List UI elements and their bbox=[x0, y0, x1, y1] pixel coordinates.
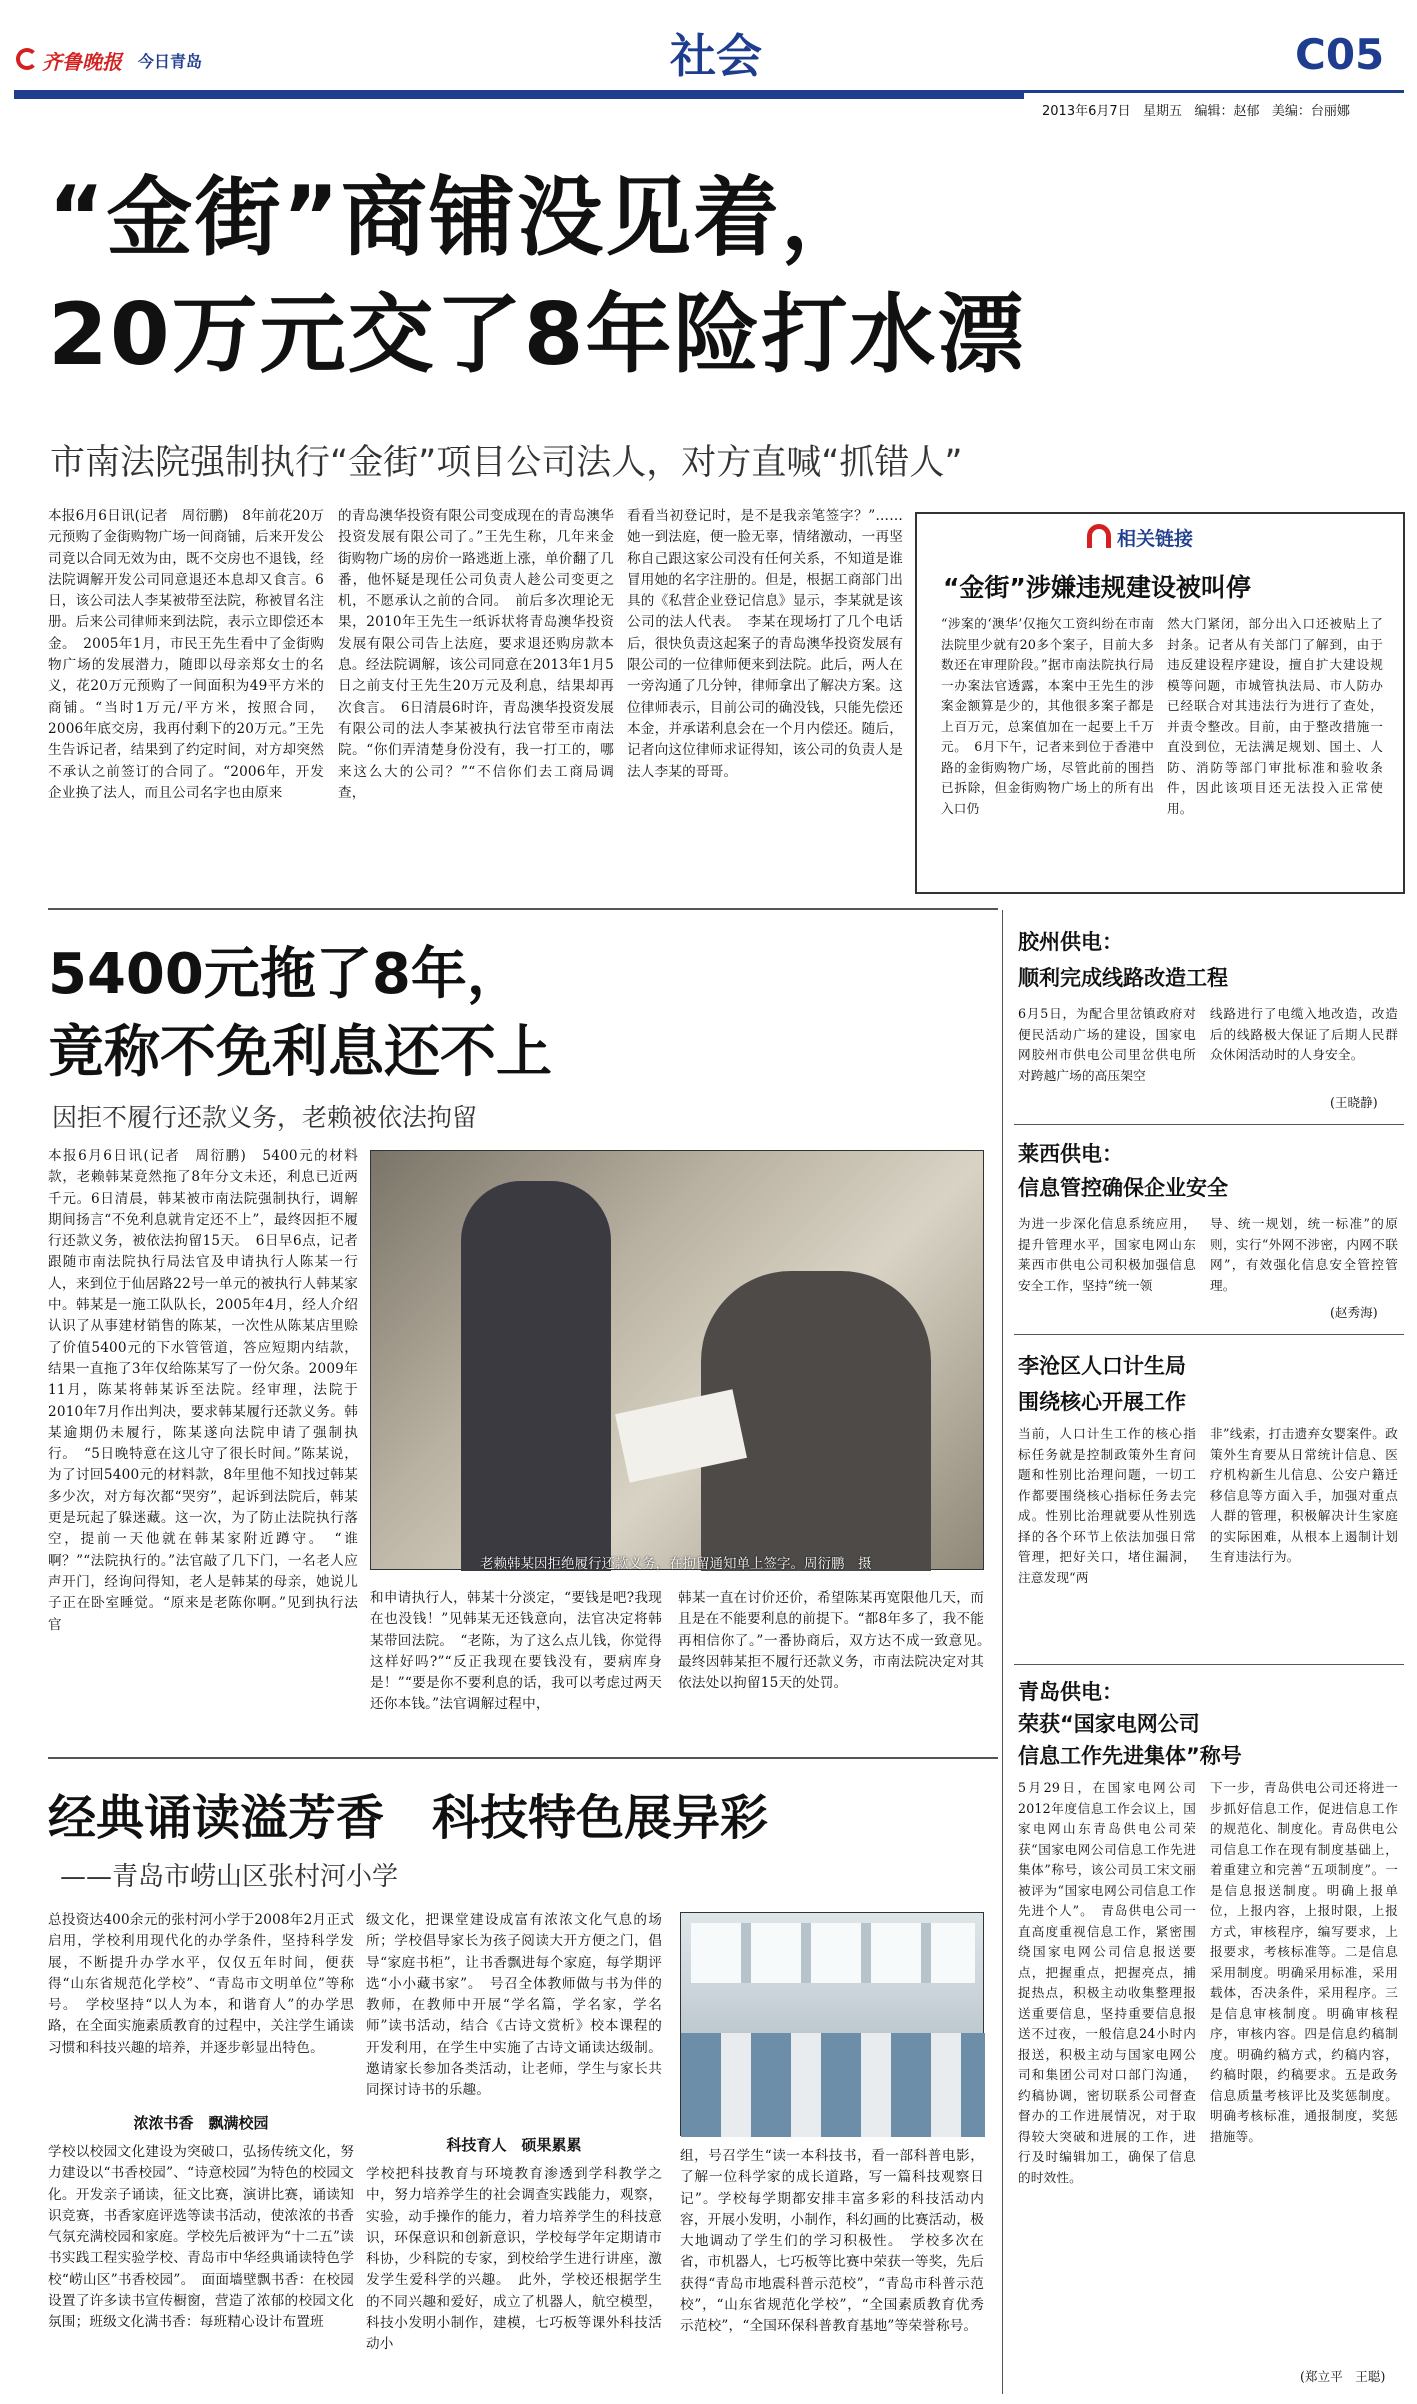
a2-title-line1: 5400元拖了8年， bbox=[48, 942, 523, 1007]
masthead-logo bbox=[14, 42, 264, 78]
s1-col2: 线路进行了电缆入地改造，改造后的线路极大保证了后期人民群众休闲活动时的人身安全。 bbox=[1210, 1006, 1398, 1062]
a2-caption: 老赖韩某因拒绝履行还款义务，在拘留通知单上签字。周衍鹏 摄 bbox=[480, 1556, 872, 1572]
a2-col1: 本报6月6日讯(记者 周衍鹏) 5400元的材料款，老赖韩某竟然拖了8年分文未还，利息已近两千元。6日清晨，韩某被市南法院强制执行，调解期间扬言“不免利息就肯定还不上”，最终因拒不履行还款义务，被依法拘留15天。 6日早6点，记者跟随市南法院执行局法官及申请执行人陈某一行人，来到位于仙居路22号一单元的被执行人韩某家中。韩某是一施工队队长，2005年4月，经人介绍认识了从事建材销售的陈某，一次性从陈某店里赊了价值5400元的下水管管道，答应短期内结款，结果一直拖了3年仅给陈某写了一份欠条。2009年11月，陈某将韩某诉至法院。经审理，法院于2010年7月作出判决，要求韩某履行还款义务。韩某逾期仍未履行，陈某遂向法院申请了强制执行。 “5日晚特意在这儿守了很长时间。”陈某说，为了讨回5400元的材料款，8年里他不知找过韩某多少次，对方每次都“哭穷”，起诉到法院后，韩某更是玩起了躲迷藏。这一次，为了防止法院执行落空，提前一天他就在韩某家附近蹲守。 “谁啊？”“法院执行的。”法官敲了几下门，一名老人应声开门，经询问得知，老人是韩某的母亲，她说儿子正在卧室睡觉。“原来是老陈你啊。”见到执行法官 bbox=[48, 1148, 358, 1633]
link-chain-icon bbox=[1087, 524, 1111, 548]
a1-col2: 的青岛澳华投资有限公司变成现在的青岛澳华投资发展有限公司了。”王先生称，几年来金街购物广场的房价一路逃逝上涨，单价翻了几番，他怀疑是现任公司负责人趁公司变更之机，不愿承认之前的合同。 前后多次理论无果，2010年王先生一纸诉状将青岛澳华投资发展有限公司告上法庭，要求退还购房款本息。经法院调解，该公司同意在2013年1月5日之前支付王先生20万元及利息，结果却再次食言。 6日清晨6时许，青岛澳华投资发展有限公司的法人李某被执行法官带至市南法院。“你们弄清楚身份没有，我一打工的，哪来这么大的公司？”“不信你们去工商局调查， bbox=[338, 508, 614, 801]
link-col1: “涉案的‘澳华’仅拖欠工资纠纷在市南法院里少就有20多个案子，目前大多数还在审理阶段。”据市南法院执行局一办案法官透露，本案中王先生的涉案金额算是少的，其他很多案子都是上百万元，总案值加在一起要上千万元。 6月下午，记者来到位于香港中路的金街购物广场，尽管此前的围挡已拆除，但金街购物广场上的所有出入口仍 bbox=[941, 616, 1154, 816]
editor: 编辑：赵郁 bbox=[1194, 104, 1260, 119]
s4-col2: 下一步，青岛供电公司还将进一步抓好信息工作，促进信息工作的规范化、制度化。青岛供电公司信息工作在现有制度基础上，着重建立和完善“五项制度”。一是信息报送制度。明确上报单位，上报内容，上报时限，上报方式，审核程序，编写要求，上报要求，考核标准等。二是信息采用制度。明确采用标准，采用载体，否决条件，采用程序。三是信息审核制度。明确审核程序，审核内容。四是信息约稿制度。明确约稿方式，约稿内容，约稿时限，约稿要求。五是政务信息质量考核评比及奖惩制度。明确考核标准，通报制度，奖惩措施等。 bbox=[1210, 1780, 1398, 2144]
a1-title-line1: “金街”商铺没见着， bbox=[48, 168, 870, 268]
s3-title: 围绕核心开展工作 bbox=[1018, 1390, 1186, 1414]
s3-col2: 非”线索，打击遗弃女婴案件。政策外生育要从日常统计信息、医疗机构新生儿信息、公安户籍迁移信息等方面入手，加强对重点人群的管理，积极解决计生家庭的实际困难，从根本上遏制计划生育违法行为。 bbox=[1210, 1426, 1398, 1564]
photo-windows bbox=[691, 1923, 975, 1983]
header-meta bbox=[1042, 100, 1350, 119]
a3-subtitle: ——青岛市崂山区张村河小学 bbox=[60, 1862, 399, 1892]
s1-title: 顺利完成线路改造工程 bbox=[1018, 966, 1228, 990]
s3-rule bbox=[1014, 1664, 1404, 1665]
a2-photo bbox=[370, 1150, 984, 1570]
a2-subtitle: 因拒不履行还款义务，老赖被依法拘留 bbox=[52, 1103, 478, 1132]
link-col2: 然大门紧闭，部分出入口还被贴上了封条。记者从有关部门了解到，由于违反建设程序建设，擅自扩大建设规模等问题，市城管执法局、市人防办已经联合对其违法行为进行了查处，并责令整改。目前，由于整改措施一直没到位，无法满足规划、国土、人防、消防等部门审批标准和验收条件，因此该项目还无法投入正常使用。 bbox=[1167, 616, 1383, 816]
s2-head: 莱西供电： bbox=[1018, 1142, 1123, 1166]
section-name: 社会 bbox=[670, 29, 762, 83]
a2-col2: 和申请执行人，韩某十分淡定，“要钱是吧?我现在也没钱！”见韩某无还钱意向，法官决定将韩某带回法院。 “老陈，为了这么点儿钱，你觉得这样好吗?”“反正我现在要钱没有，要病库身是！”“要是你不要利息的话，我可以考虑过两天还你本钱。”法官调解过程中， bbox=[370, 1590, 662, 1713]
a1-title-line2: 20万元交了8年险打水漂 bbox=[48, 285, 1026, 385]
s1-col1: 6月5日，为配合里岔镇政府对便民活动广场的建设，国家电网胶州市供电公司里岔供电所对跨越广场的高压架空 bbox=[1018, 1006, 1196, 1083]
a3-sub1: 浓浓书香 飘满校园 bbox=[133, 2114, 269, 2132]
a1-subtitle: 市南法院强制执行“金街”项目公司法人，对方直喊“抓错人” bbox=[50, 443, 963, 483]
s2-col2: 导、统一规划，统一标准”的原则，实行“外网不涉密，内网不联网”，有效强化信息安全管控管理。 bbox=[1210, 1216, 1398, 1293]
s2-byline: (赵秀海) bbox=[1330, 1305, 1378, 1320]
logo-text: 齐鲁晚报 bbox=[42, 50, 122, 74]
a3-col1b: 学校以校园文化建设为突破口，弘扬传统文化，努力建设以“书香校园”、“诗意校园”为特色的校园文化。开发亲子诵读，征文比赛，演讲比赛，诵读知识竞赛，书香家庭评选等读书活动，使浓浓的书香气氛充满校园和家庭。学校先后被评为“十二五”读书实践工程实验学校、青岛市中华经典诵读特色学校“崂山区”书香校园”。 面面墙壁飘书香：在校园设置了许多读书宣传橱窗，营造了浓郁的校园文化氛围；班级文化满书香：每班精心设计布置班 bbox=[48, 2144, 354, 2331]
s4-title-line1: 荣获“国家电网公司 bbox=[1018, 1712, 1200, 1736]
a3-col1: 总投资达400余元的张村河小学于2008年2月正式启用，学校利用现代化的办学条件，坚持科学发展，不断提升办学水平，仅仅五年时间，便获得“山东省规范化学校”、“青岛市文明单位”等称号。 学校坚持“以人为本，和谐育人”的办学思路，在全面实施素质教育的过程中，关注学生诵读习惯和科技兴趣的培养，并逐步彰显出特色。 bbox=[48, 1912, 354, 2056]
related-link-box bbox=[915, 512, 1405, 894]
weekday: 星期五 bbox=[1143, 104, 1183, 119]
a2-title-line2: 竟称不免利息还不上 bbox=[48, 1020, 552, 1085]
a3-photo bbox=[680, 1912, 984, 2136]
s4-title-line2: 信息工作先进集体”称号 bbox=[1018, 1744, 1242, 1768]
a1-col1: 本报6月6日讯(记者 周衍鹏) 8年前花20万元预购了金街购物广场一间商铺，后来开发公司竟以合同无效为由，既不交房也不退钱，经法院调解开发公司同意退还本息却又食言。6日，该公司法人李某被带至法院，称被冒名注册。后来公司律师来到法院，表示立即偿还本金。 2005年1月，市民王先生看中了金街购物广场的发展潜力，随即以母亲郑女士的名义，花20万元预购了一间面积为49平方米的商铺。“当时1万元/平方米，按照合同，2006年底交房，我再付剩下的20万元。”王先生告诉记者，结果到了约定时间，对方却突然不承认之前签订的合同了。“2006年，开发企业换了法人，而且公司名字也由原来 bbox=[48, 508, 324, 801]
s1-byline: (王晓静) bbox=[1330, 1095, 1378, 1110]
s2-col1: 为进一步深化信息系统应用，提升管理水平，国家电网山东莱西市供电公司积极加强信息安全工作，坚持“统一领 bbox=[1018, 1216, 1196, 1293]
s3-col1: 当前，人口计生工作的核心指标任务就是控制政策外生育问题和性别比治理问题，一切工作都要围绕核心指标任务去完成。性别比治理就要从性别选择的各个环节上依法加强日常管理，把好关口，堵住漏洞，注意发现“两 bbox=[1018, 1426, 1196, 1585]
photo-figure-left bbox=[461, 1181, 611, 1571]
s3-head: 李沧区人口计生局 bbox=[1018, 1354, 1186, 1378]
designer: 美编：台丽娜 bbox=[1271, 104, 1350, 119]
a1-col3: 看看当初登记时，是不是我亲笔签字？”……她一到法庭，便一脸无辜，情绪激动，一再坚称自己跟这家公司没有任何关系，不知道是谁冒用她的名字注册的。但是，根据工商部门出具的《私营企业登记信息》显示，李某就是该公司的法人代表。 李某在现场打了几个电话后，很快负责这起案子的青岛澳华投资发展有限公司的一位律师便来到法院。此后，两人在一旁沟通了几分钟，律师拿出了解决方案。这位律师表示，目前公司的确没钱，只能先偿还本金，并承诺利息会在一个月内偿还。随后，记者向这位律师求证得知，该公司的负责人是法人李某的哥哥。 bbox=[627, 508, 903, 780]
s4-head: 青岛供电： bbox=[1018, 1680, 1123, 1704]
s1-rule bbox=[1014, 1124, 1404, 1125]
link-title: “金街”涉嫌违规建设被叫停 bbox=[943, 573, 1251, 602]
header-rule bbox=[14, 90, 1024, 99]
a3-col3: 组，号召学生“读一本科技书，看一部科普电影，了解一位科学家的成长道路，写一篇科技观察日记”。学校每学期都安排丰富多彩的科技活动内容，开展小发明，小制作，科幻画的比赛活动，极大地调动了学生们的学习积极性。 学校多次在省，市机器人，七巧板等比赛中荣获一等奖，先后获得“青岛市地震科普示范校”，“青岛市科普示范校”，“山东省规范化学校”，“全国素质教育优秀示范校”，“全国环保科普教育基地”等荣誉称号。 bbox=[680, 2148, 984, 2335]
a3-col2b: 学校把科技教育与环境教育渗透到学科教学之中，努力培养学生的社会调查实践能力，观察，实验，动手操作的能力，着力培养学生的科技意识，环保意识和创新意识，学校每学年定期请市科协，少科院的专家，到校给学生进行讲座，激发学生爱科学的兴趣。 此外，学校还根据学生的不同兴趣和爱好，成立了机器人，航空模型，科技小发明小制作，建模，七巧板等课外科技活动小 bbox=[366, 2166, 662, 2353]
s1-head: 胶州供电： bbox=[1018, 930, 1123, 954]
header-rule-right bbox=[1024, 90, 1404, 93]
a2-col3: 韩某一直在讨价还价，希望陈某再宽限他几天，而且是在不能要利息的前提下。“都8年多了，我不能再相信你了。”一番协商后，双方达不成一致意见。 最终因韩某拒不履行还款义务，市南法院决定对其依法处以拘留15天的处罚。 bbox=[678, 1590, 998, 1692]
s4-byline: (郑立平 王聪) bbox=[1300, 2369, 1386, 2384]
s2-rule bbox=[1014, 1334, 1404, 1335]
logo-sub: 今日青岛 bbox=[138, 52, 203, 71]
a3-sub2: 科技育人 硕果累累 bbox=[446, 2136, 582, 2154]
s2-title: 信息管控确保企业安全 bbox=[1018, 1176, 1228, 1200]
date: 2013年6月7日 bbox=[1042, 104, 1131, 119]
s4-col1: 5月29日，在国家电网公司2012年度信息工作会议上，国家电网山东青岛供电公司荣获“国家电网公司信息工作先进集体”称号，该公司员工宋文丽被评为“国家电网公司信息工作先进个人”。 青岛供电公司一直高度重视信息工作，紧密围绕国家电网公司信息报送要点，把握重点，把握亮点，捕捉热点，积极主动收集整理报送重要信息，坚持重要信息报送不过夜，一般信息24小时内报送，积极主动与国家电网公司和集团公司对口部门沟通，约稿协调，密切联系公司督查督办的工作进展情况，对于取得较大突破和进展的工作，进行及时编辑加工，确保了信息的时效性。 bbox=[1018, 1780, 1196, 2185]
divider-a1 bbox=[48, 908, 998, 910]
page-number: C05 bbox=[1295, 30, 1385, 79]
a3-col2: 级文化，把课堂建设成富有浓浓文化气息的场所；学校倡导家长为孩子阅读大开方便之门，倡导“家庭书柜”，让书香飘进每个家庭，每学期评选“小小藏书家”。 号召全体教师做与书为伴的教师，在教师中开展“学名篇，学名家，学名师”读书活动，结合《古诗文赏析》校本课程的开发利用，在学生中实施了古诗文诵读达级制。邀请家长参加各类活动，让老师，学生与家长共同探讨诗书的乐趣。 bbox=[366, 1912, 662, 2099]
a3-title: 经典诵读溢芳香 科技特色展异彩 bbox=[48, 1790, 769, 1846]
photo-desks bbox=[681, 2033, 985, 2137]
logo-emblem-icon bbox=[16, 48, 38, 70]
link-tag bbox=[1087, 522, 1227, 552]
sidebar-divider bbox=[1002, 910, 1003, 2394]
link-tag-text: 相关链接 bbox=[1117, 528, 1194, 550]
divider-a2 bbox=[48, 1757, 998, 1759]
